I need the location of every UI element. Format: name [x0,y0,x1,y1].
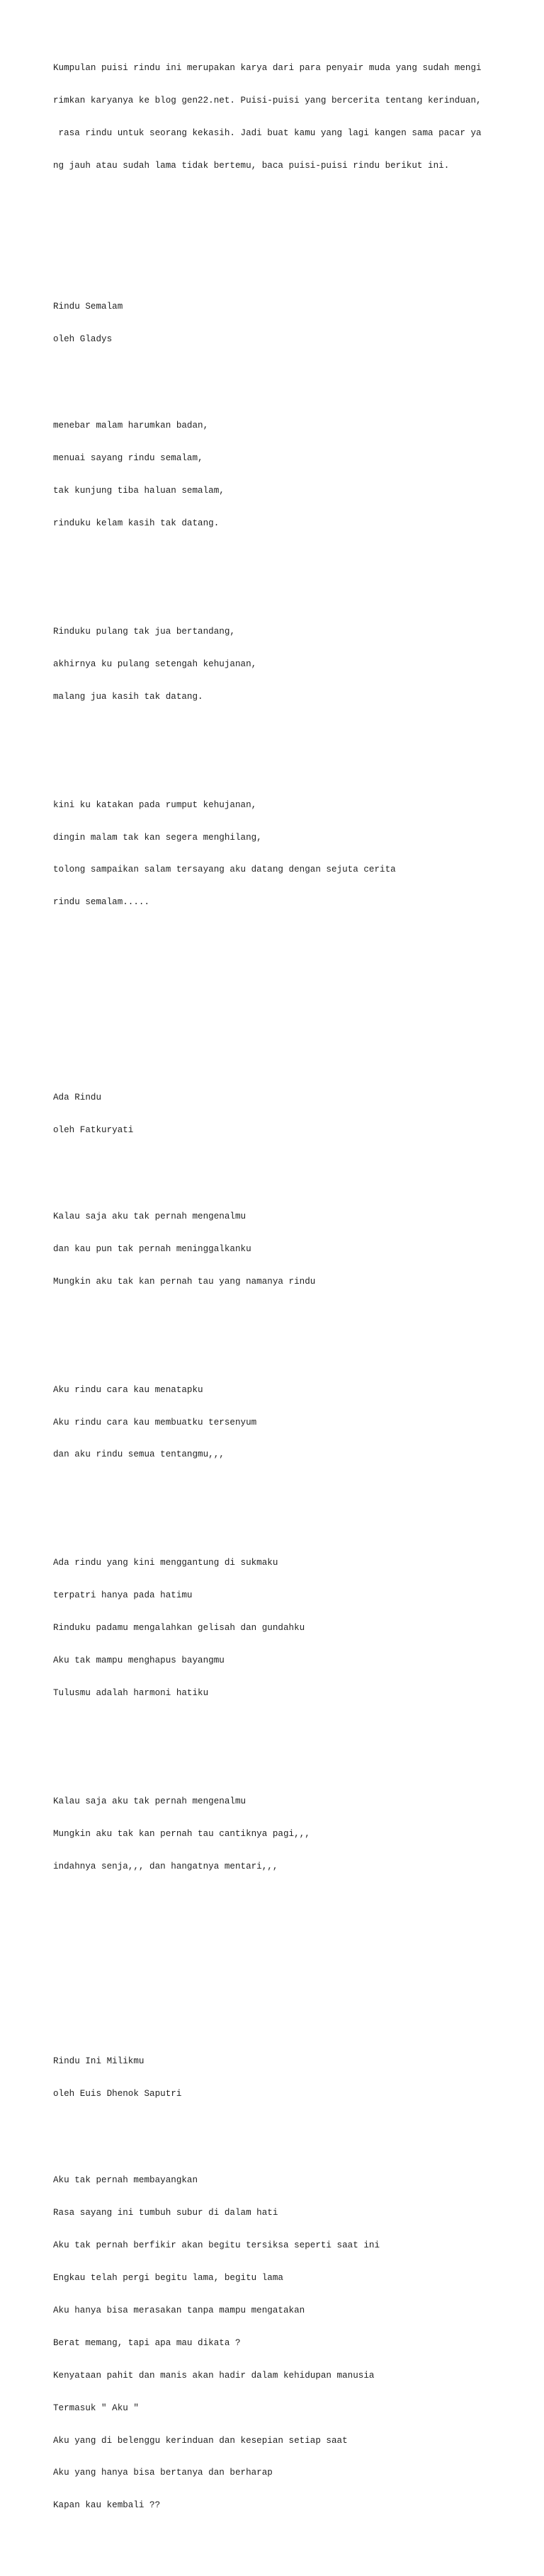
poem-line: rinduku kelam kasih tak datang. [53,518,220,528]
poem-line: dan kau pun tak pernah meninggalkanku [53,1243,251,1254]
stanza [53,2154,521,2533]
poem-line: Aku tak pernah berfikir akan begitu tersiksa seperti saat ini [53,2240,380,2251]
poem-line: terpatri hanya pada hatimu [53,1590,193,1601]
poem-line: Aku hanya bisa merasakan tanpa mampu mengatakan [53,2305,305,2315]
poem-line: Aku yang hanya bisa bertanya dan berharap [53,2468,273,2478]
stanza [53,399,521,551]
poem-line: Engkau telah pergi begitu lama, begitu lama [53,2273,283,2284]
poem-line: Kenyataan pahit dan manis akan hadir dalam kehidupan manusia [53,2370,375,2381]
poem-line: Kalau saja aku tak pernah mengenalmu [53,1211,246,1221]
poem-line: Aku rindu cara kau menatapku [53,1384,203,1395]
poem-line: Aku rindu cara kau membuatku tersenyum [53,1417,257,1427]
poem-line: Mungkin aku tak kan pernah tau yang namanya rindu [53,1276,316,1287]
poem-line: dingin malam tak kan segera menghilang, [53,832,262,843]
stanza [53,1190,521,1309]
poem-line: kini ku katakan pada rumput kehujanan, [53,799,257,810]
poem-line: akhirnya ku pulang setengah kehujanan, [53,659,257,669]
poem-line: Tulusmu adalah harmoni hatiku [53,1688,209,1699]
poem-line: menebar malam harumkan badan, [53,421,209,431]
poem-author: oleh Fatkuryati [53,1124,134,1135]
poem-line: tolong sampaikan salam tersayang aku datang dengan sejuta cerita [53,865,396,875]
poem-line: menuai sayang rindu semalam, [53,453,203,464]
poem-line: rindu semalam..... [53,897,150,908]
poem-line: malang jua kasih tak datang. [53,691,203,702]
poem-line: Kalau saja aku tak pernah mengenalmu [53,1796,246,1806]
poem-title: Ada Rindu [53,1092,102,1102]
poem-author: oleh Euis Dhenok Saputri [53,2089,182,2099]
poem-line: Aku tak pernah membayangkan [53,2175,198,2186]
poem-line: Mungkin aku tak kan pernah tau cantiknya pagi,,, [53,1828,310,1839]
poem-line: Termasuk " Aku " [53,2403,139,2413]
stanza [53,1537,521,1721]
intro-line: rasa rindu untuk seorang kekasih. Jadi buat kamu yang lagi kangen sama pacar ya [53,128,482,139]
intro-line: rimkan karyanya ke blog gen22.net. Puisi-puisi yang bercerita tentang kerinduan, [53,96,482,106]
poem-line: Rasa sayang ini tumbuh subur di dalam hati [53,2208,278,2218]
stanza [53,778,521,930]
intro-line: ng jauh atau sudah lama tidak bertemu, baca puisi-puisi rindu berikut ini. [53,161,450,171]
poem-rindu-semalam [53,280,521,951]
intro-paragraph [53,42,521,193]
poem-rindu-ini-milikmu [53,2035,521,2555]
stanza [53,1363,521,1482]
stanza [53,605,521,724]
poem-line: indahnya senja,,, dan hangatnya mentari,,, [53,1861,278,1871]
poem-line: tak kunjung tiba haluan semalam, [53,486,225,496]
poem-line: Aku yang di belenggu kerinduan dan kesepian setiap saat [53,2435,348,2446]
poem-author: oleh Gladys [53,334,113,344]
poem-title: Rindu Ini Milikmu [53,2056,144,2067]
poem-title: Rindu Semalam [53,302,123,312]
poem-line: Ada rindu yang kini menggantung di sukmaku [53,1558,278,1568]
poem-ada-rindu [53,1071,521,1915]
stanza [53,1774,521,1893]
poem-line: Rinduku pulang tak jua bertandang, [53,626,235,637]
poem-line: Berat memang, tapi apa mau dikata ? [53,2337,241,2348]
intro-line: Kumpulan puisi rindu ini merupakan karya dari para penyair muda yang sudah mengi [53,63,482,74]
poem-line: dan aku rindu semua tentangmu,,, [53,1449,225,1460]
poem-line: Rinduku padamu mengalahkan gelisah dan gundahku [53,1623,305,1634]
poem-line: Aku tak mampu menghapus bayangmu [53,1655,225,1666]
document-page [53,9,521,2576]
poem-line: Kapan kau kembali ?? [53,2500,161,2511]
